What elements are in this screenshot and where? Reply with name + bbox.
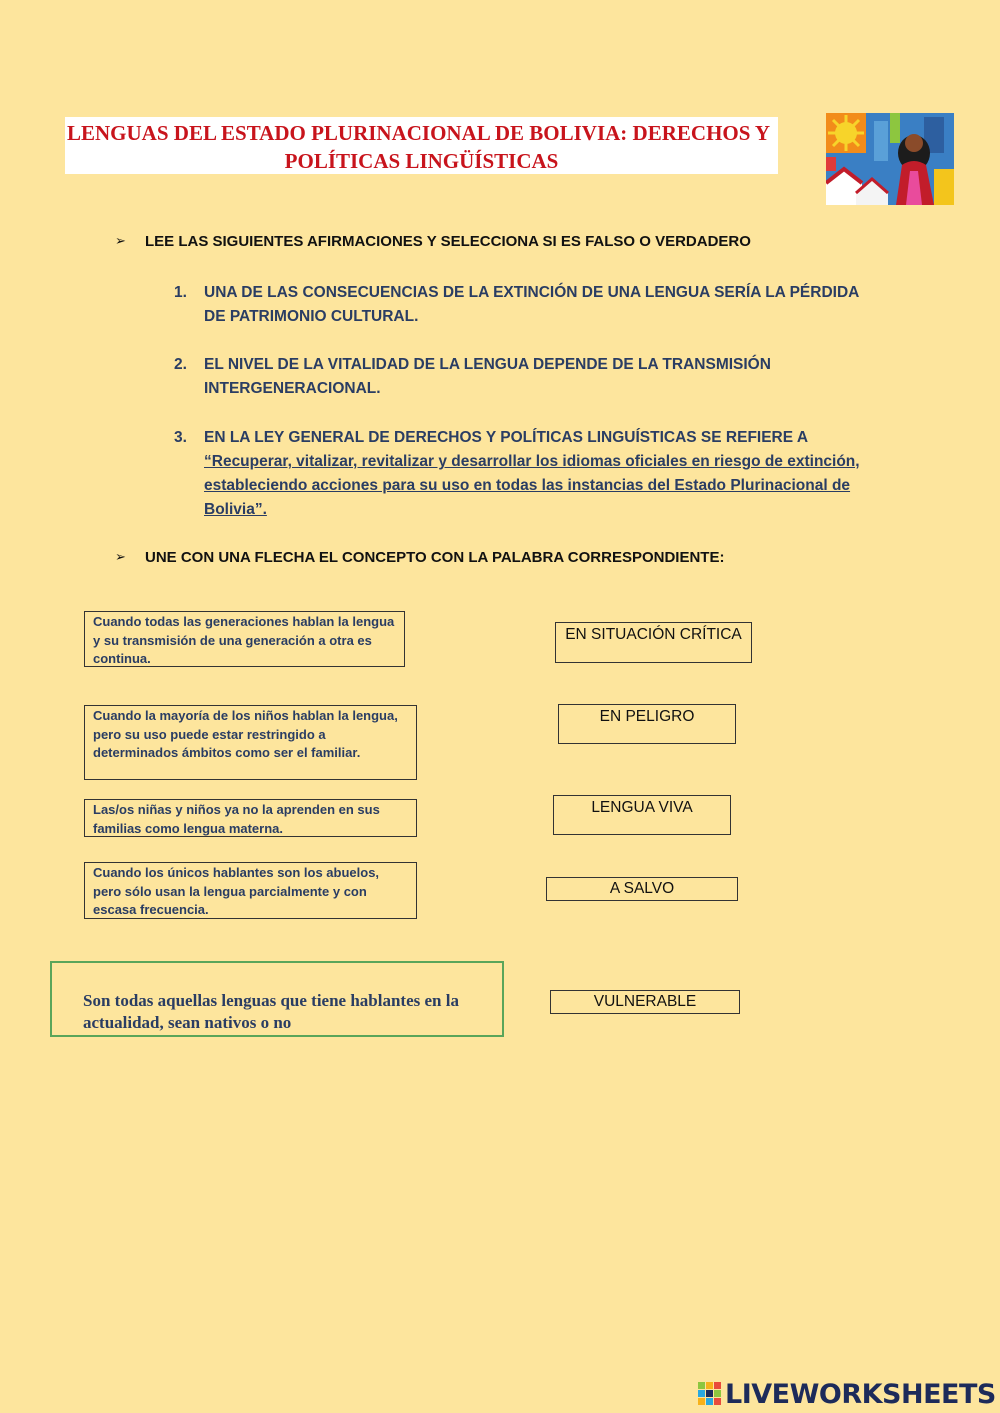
concept-box-5[interactable] xyxy=(50,961,504,1037)
statement-text: UNA DE LAS CONSECUENCIAS DE LA EXTINCIÓN DE UNA LENGUA SERÍA LA PÉRDIDA DE PATRIMONIO CULTURAL. xyxy=(204,284,859,325)
statement-number: 1. xyxy=(174,284,187,301)
word-box-a-salvo[interactable] xyxy=(546,877,738,901)
liveworksheets-logo xyxy=(698,1377,996,1411)
arrow-bullet-icon: ➢ xyxy=(115,549,126,564)
concept-text: Las/os niñas y niños ya no la aprenden en sus familias como lengua materna. xyxy=(93,802,380,836)
law-quote: “Recuperar, vitalizar, revitalizar y desarrollar los idiomas oficiales en riesgo de extinción, estableciendo acciones para su uso en todas las instancias del Estado Plurinacional de Bolivia”. xyxy=(204,453,860,518)
word-box-peligro[interactable] xyxy=(558,704,736,744)
concept-box-1[interactable] xyxy=(84,611,405,667)
instruction-text: UNE CON UNA FLECHA EL CONCEPTO CON LA PALABRA CORRESPONDIENTE: xyxy=(145,549,725,566)
concept-box-4[interactable] xyxy=(84,862,417,919)
statement-number: 3. xyxy=(174,429,187,446)
word-label: A SALVO xyxy=(609,880,675,897)
page-title-line1: LENGUAS DEL ESTADO PLURINACIONAL DE BOLIVIA: DERECHOS Y xyxy=(67,121,771,145)
concept-text: Cuando los únicos hablantes son los abuelos, pero sólo usan la lengua parcialmente y con escasa frecuencia. xyxy=(93,865,380,917)
liveworksheets-logo-icon xyxy=(698,1382,722,1406)
statement-item-2 xyxy=(174,353,874,401)
statement-number: 2. xyxy=(174,356,187,373)
word-label: VULNERABLE xyxy=(593,993,697,1010)
page-title xyxy=(65,117,778,174)
page-title-line2: POLÍTICAS LINGÜÍSTICAS xyxy=(284,149,559,173)
word-label: EN PELIGRO xyxy=(599,708,695,725)
instruction-matching xyxy=(115,549,875,566)
concept-text: Cuando la mayoría de los niños hablan la lengua, pero su uso puede estar restringido a determinados ámbitos como ser el familiar. xyxy=(93,708,398,760)
word-label: LENGUA VIVA xyxy=(591,799,693,816)
statement-item-1 xyxy=(174,281,874,329)
statement-text-wrapper xyxy=(204,426,874,522)
concept-box-3[interactable] xyxy=(84,799,417,837)
cultural-illustration-icon xyxy=(826,113,954,205)
statement-text: EN LA LEY GENERAL DE DERECHOS Y POLÍTICAS LINGUÍSTICAS SE REFIERE A xyxy=(204,429,808,446)
concept-text: Son todas aquellas lenguas que tiene hablantes en la actualidad, sean nativos o no xyxy=(83,991,459,1032)
concept-text: Cuando todas las generaciones hablan la lengua y su transmisión de una generación a otra es continua. xyxy=(93,614,395,666)
arrow-bullet-icon: ➢ xyxy=(115,233,126,248)
statement-text: EL NIVEL DE LA VITALIDAD DE LA LENGUA DEPENDE DE LA TRANSMISIÓN INTERGENERACIONAL. xyxy=(204,356,771,397)
statement-item-3 xyxy=(174,426,874,522)
logo-text: LIVEWORKSHEETS xyxy=(725,1378,996,1410)
word-box-vulnerable[interactable] xyxy=(550,990,740,1014)
word-label: EN SITUACIÓN CRÍTICA xyxy=(565,626,742,643)
concept-box-2[interactable] xyxy=(84,705,417,780)
instruction-true-false xyxy=(115,233,875,250)
word-box-lengua-viva[interactable] xyxy=(553,795,731,835)
word-box-critica[interactable] xyxy=(555,622,752,663)
instruction-text: LEE LAS SIGUIENTES AFIRMACIONES Y SELECCIONA SI ES FALSO O VERDADERO xyxy=(145,233,751,250)
